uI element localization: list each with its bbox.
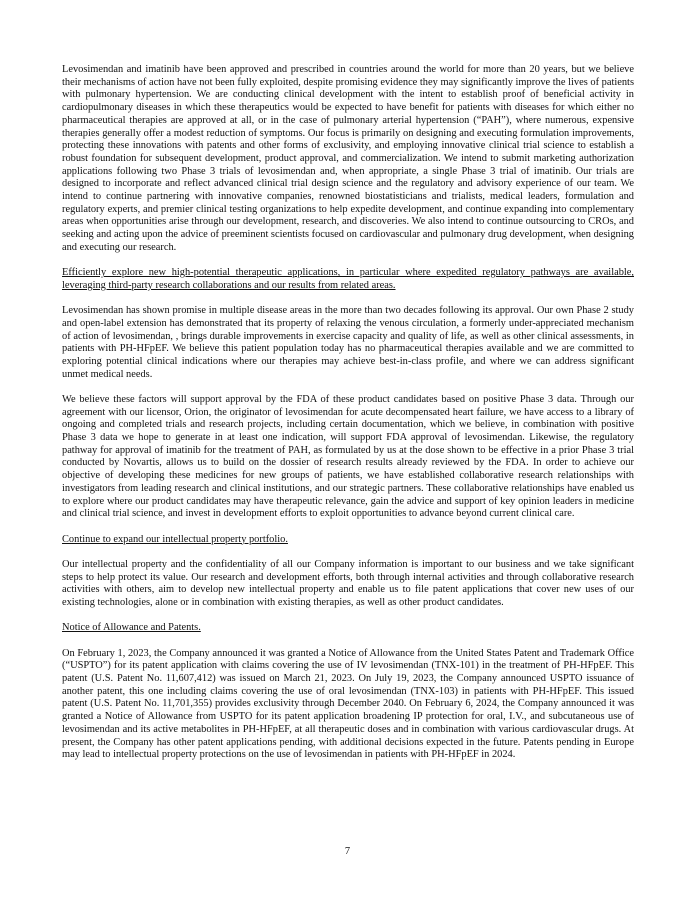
heading-ip-portfolio: Continue to expand our intellectual property portfolio. <box>62 533 288 545</box>
paragraph-levosimendan-promise: Levosimendan has shown promise in multiple disease areas in the more than two decades following its approval. Our own Phase 2 study and open-label extension has demonstrated that its property of relaxing the venous circulation, a formerly under-appreciated mechanism of action of levosimendan, , brings durable improvements in exercise capacity and quality of life, as well as other clinical assessments, in patients with PH-HFpEF. We believe this patient population today has no pharmaceutical therapies available and we are committed to exploring potential clinical indications where our therapies may achieve best-in-class profile, and where we can address significant unmet medical needs. <box>62 305 634 380</box>
paragraph-mission: Levosimendan and imatinib have been approved and prescribed in countries around the world for more than 20 years, but we believe their mechanisms of action have not been fully exploited, despite promising evidence they may significantly improve the lives of patients with pulmonary hypertension. We are conducting clinical development with the intent to establish proof of beneficial activity in cardiopulmonary diseases in which these therapeutics would be expected to have benefit for patients with diseases for which either no pharmaceutical therapies are approved at all, or in the case of pulmonary arterial hypertension (“PAH”), where numerous, expensive therapies generally offer a modest reduction of symptoms. Our focus is primarily on designing and executing formulation improvements, protecting these innovations with patents and other forms of exclusivity, and employing innovative clinical trial science to establish a robust foundation for subsequent development, product approval, and commercialization. We intend to submit marketing authorization applications following two Phase 3 trials of levosimendan and, when appropriate, a single Phase 3 trial of imatinib. Our trials are designed to incorporate and reflect advanced clinical trial design science and the regulatory and advisory experience of our team. We intend to continue partnering with innovative companies, renowned biostatisticians and trialists, medical leaders, formulation and regulatory experts, and premier clinical testing organizations to help expedite development, and continue expanding into complementary areas when opportunities arise through our development, research, and discoveries. We also intend to continue outsourcing to CROs, and seeking and acting upon the advice of preeminent scientists focused on cardiovascular and pulmonary drug development, when designing and executing our research. <box>62 64 634 253</box>
paragraph-fda-approval: We believe these factors will support approval by the FDA of these product candidates based on positive Phase 3 data. Through our agreement with our licensor, Orion, the originator of levosimendan for acute decompensated heart failure, we have access to a library of ongoing and completed trials and research projects, including certain documentation, which we believe, in combination with positive Phase 3 data we hope to generate in at least one indication, will support FDA approval of levosimendan. Likewise, the regulatory pathway for approval of imatinib for the treatment of PAH, as formulated by us at the dose shown to be effective in a prior Phase 3 trial conducted by Novartis, allows us to build on the dossier of research results already reviewed by the FDA. In order to achieve our objective of developing these medicines for new groups of patients, we have established collaborative research relationships with investigators from leading research and clinical institutions, and our strategic partners. These collaborative relationships have enabled us to explore where our product candidates may have therapeutic relevance, gain the advice and support of key opinion leaders in medicine and clinical trial science, and invest in development efforts to exploit opportunities to advance beyond current clinical care. <box>62 393 634 520</box>
heading-explore-applications: Efficiently explore new high-potential therapeutic applications, in particular where expedited regulatory pathways are available, leveraging third-party research collaborations and our results from related areas. <box>62 267 634 291</box>
paragraph-patents: On February 1, 2023, the Company announced it was granted a Notice of Allowance from the United States Patent and Trademark Office (“USPTO”) for its patent application with claims covering the use of IV levosimendan (TNX-101) in the treatment of PH-HFpEF. This patent (U.S. Patent No. 11,607,412) was issued on March 21, 2023. On July 19, 2023, the Company announced USPTO issuance of another patent, this one including claims covering the use of oral levosimendan (TNX-103) in patients with PH-HFpEF. This issued patent (U.S. Patent No. 11,701,355) provides exclusivity through December 2040. On February 6, 2024, the Company announced it was granted a Notice of Allowance from USPTO for its patent application broadening IP protection for oral, I.V., and subcutaneous use of levosimendan and its active metabolites in PH-HFpEF, at all therapeutic doses and in combination with various cardiovascular drugs. At present, the Company has other patent applications pending, with additional decisions expected in the future. Patents pending in Europe may lead to intellectual property protections on the use of levosimendan in patients with PH-HFpEF in 2024. <box>62 647 634 761</box>
paragraph-intellectual-property: Our intellectual property and the confidentiality of all our Company information is important to our business and we take significant steps to help protect its value. Our research and development efforts, both through internal activities and through collaborative research activities with others, aim to develop new intellectual property and enable us to file patent applications that cover new uses of our existing technologies, alone or in combination with existing therapies, as well as other product candidates. <box>62 558 634 608</box>
heading-notice-of-allowance: Notice of Allowance and Patents. <box>62 622 201 634</box>
page-number: 7 <box>344 846 351 857</box>
document-body <box>62 64 634 775</box>
